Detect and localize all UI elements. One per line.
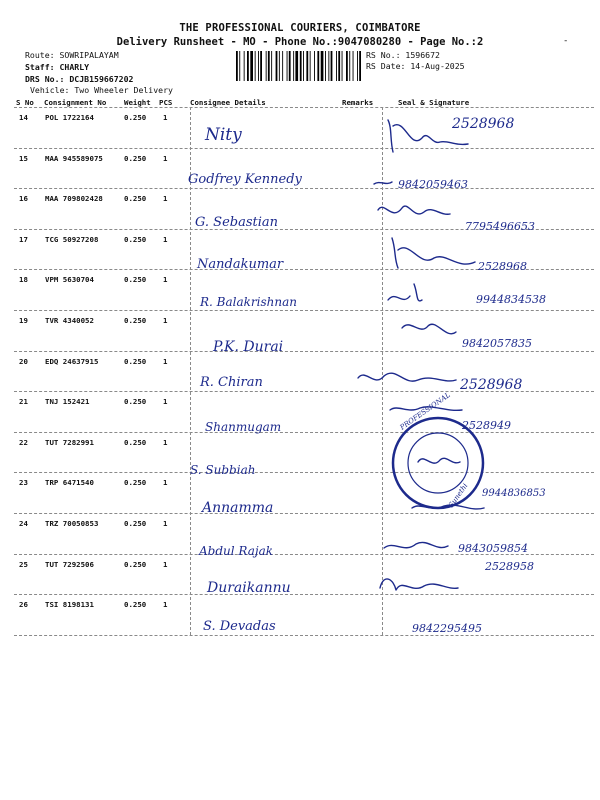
row-pcs: 1 [163, 356, 168, 366]
row-consignment: VPM 5630704 [45, 275, 94, 285]
handwritten-name: S. Subbiah [190, 463, 256, 477]
column-header: Remarks [342, 98, 374, 107]
row-sno: 17 [19, 234, 28, 244]
row-sno: 16 [19, 194, 28, 204]
handwritten-phone: 7795496653 [465, 220, 535, 233]
column-header: Seal & Signature [398, 98, 470, 107]
row-weight: 0.250 [124, 153, 147, 163]
column-header: S No [16, 98, 34, 107]
handwritten-phone: 9842057835 [462, 337, 532, 350]
column-header: Consignment No [44, 98, 107, 107]
row-pcs: 1 [163, 316, 168, 325]
row-weight: 0.250 [124, 600, 147, 610]
rs-number: RS No.: 1596672 [366, 50, 440, 60]
row-weight: 0.250 [124, 397, 147, 407]
row-consignment: TNJ 152421 [45, 397, 90, 407]
row-sno: 19 [19, 316, 28, 325]
row-consignment: TVR 4340052 [45, 316, 94, 325]
handwritten-name: Abdul Rajak [199, 544, 274, 558]
row-weight: 0.250 [124, 559, 147, 569]
row-sno: 14 [19, 113, 28, 122]
handwritten-name: R. Balakrishnan [200, 295, 297, 309]
handwritten-phone: 9944836853 [482, 488, 546, 499]
column-header: PCS [159, 98, 173, 107]
handwritten-phone: 2528968 [478, 260, 527, 273]
row-weight: 0.250 [124, 275, 147, 285]
row-pcs: 1 [163, 478, 168, 488]
column-header: Weight [124, 98, 151, 107]
row-consignment: MAA 709802428 [45, 194, 103, 204]
row-pcs: 1 [163, 600, 168, 610]
row-pcs: 1 [163, 234, 168, 244]
vehicle-label: Vehicle: Two Wheeler Delivery [30, 85, 173, 95]
row-consignment: MAA 945589075 [45, 153, 103, 163]
row-sno: 18 [19, 275, 28, 285]
handwritten-phone: 2528968 [452, 116, 515, 132]
row-pcs: 1 [163, 194, 168, 204]
handwritten-phone: 2528958 [485, 560, 534, 573]
row-sno: 25 [19, 559, 28, 569]
handwritten-phone: 9842059463 [398, 178, 468, 191]
handwritten-name: Shanmugam [205, 420, 282, 434]
handwritten-phone: 2528968 [460, 377, 523, 393]
handwritten-name: G. Sebastian [195, 215, 279, 230]
handwritten-phone: 9843059854 [458, 542, 528, 555]
row-sno: 20 [19, 356, 28, 366]
row-consignment: TUT 7282991 [45, 437, 94, 447]
row-sno: 21 [19, 397, 28, 407]
drs-number: DRS No.: DCJB159667202 [25, 74, 134, 84]
staff-label: Staff: CHARLY [25, 62, 90, 72]
row-pcs: 1 [163, 275, 168, 285]
company-title: THE PROFESSIONAL COURIERS, COIMBATORE [179, 22, 421, 34]
handwritten-phone: 9944834538 [476, 293, 546, 306]
row-sno: 23 [19, 478, 28, 488]
runsheet-subtitle: Delivery Runsheet - MO - Phone No.:9047080280 - Page No.:2 [116, 36, 484, 48]
row-pcs: 1 [163, 519, 168, 528]
handwritten-name: S. Devadas [203, 619, 276, 634]
row-consignment: POL 1722164 [45, 113, 94, 122]
row-consignment: TRZ 70050853 [45, 519, 99, 528]
row-weight: 0.250 [124, 478, 147, 488]
row-pcs: 1 [163, 153, 168, 163]
row-sno: 22 [19, 437, 28, 447]
row-weight: 0.250 [124, 113, 147, 122]
column-header: Consignee Details [190, 98, 266, 107]
handwritten-name: Godfrey Kennedy [188, 172, 302, 187]
row-weight: 0.250 [124, 437, 147, 447]
handwritten-name: P.K. Durai [213, 339, 284, 355]
row-pcs: 1 [163, 397, 168, 407]
row-weight: 0.250 [124, 316, 147, 325]
row-consignment: TRP 6471540 [45, 478, 94, 488]
row-consignment: TUT 7292506 [45, 559, 94, 569]
route-label: Route: SOWRIPALAYAM [25, 50, 119, 60]
row-weight: 0.250 [124, 519, 147, 528]
handwritten-phone: 2528949 [462, 419, 511, 432]
svg-text:Sunethi: Sunethi [447, 482, 470, 510]
handwritten-name: Duraikannu [207, 580, 291, 596]
row-sno: 15 [19, 153, 28, 163]
row-pcs: 1 [163, 559, 168, 569]
corner-mark: - [563, 36, 569, 46]
handwritten-name: Nandakumar [197, 257, 284, 272]
row-consignment: TSI 8198131 [45, 600, 94, 610]
handwritten-name: Nity [205, 125, 242, 145]
row-weight: 0.250 [124, 194, 147, 204]
row-consignment: TCG 50927208 [45, 234, 99, 244]
row-weight: 0.250 [124, 356, 147, 366]
row-pcs: 1 [163, 113, 168, 122]
row-consignment: EDQ 24637915 [45, 356, 99, 366]
svg-text:PROFESSIONAL: PROFESSIONAL [398, 390, 452, 432]
rs-date: RS Date: 14-Aug-2025 [366, 61, 465, 71]
handwritten-name: R. Chiran [200, 375, 263, 390]
row-sno: 26 [19, 600, 28, 610]
handwritten-phone: 9842295495 [412, 622, 482, 635]
row-pcs: 1 [163, 437, 168, 447]
row-sno: 24 [19, 519, 28, 528]
row-weight: 0.250 [124, 234, 147, 244]
handwritten-name: Annamma [202, 500, 274, 516]
